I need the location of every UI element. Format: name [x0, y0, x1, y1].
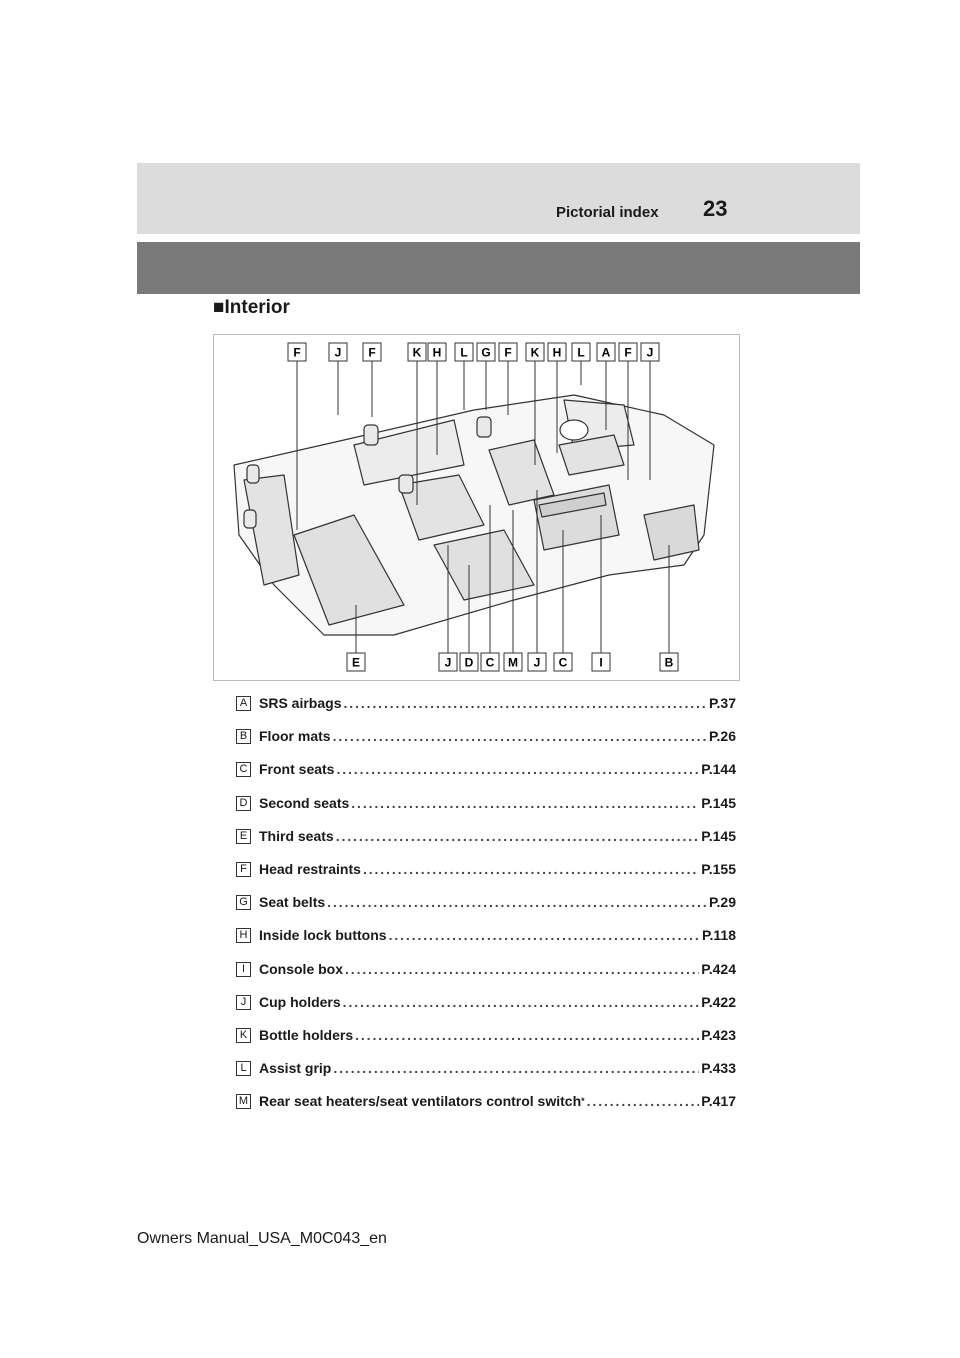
page-reference[interactable]: P.433	[701, 1060, 736, 1077]
svg-text:J: J	[533, 655, 541, 670]
page-number: 23	[703, 196, 728, 221]
item-label: Floor mats	[259, 728, 331, 745]
item-label: Cup holders	[259, 993, 341, 1010]
callout-label	[439, 653, 457, 671]
list-item[interactable]	[236, 1058, 736, 1091]
item-letter: C	[236, 762, 251, 777]
item-label: Front seats	[259, 761, 335, 778]
item-label: Rear seat heaters/seat ventilators control switch	[259, 1093, 582, 1110]
callout-label	[641, 343, 659, 361]
svg-text:B: B	[664, 655, 674, 670]
page-reference[interactable]: P.145	[701, 827, 736, 844]
dot-leader	[336, 826, 700, 846]
list-item[interactable]	[236, 892, 736, 925]
callout-label	[572, 343, 590, 361]
callout-label	[455, 343, 473, 361]
svg-text:K: K	[412, 345, 422, 360]
header-dark-band	[137, 242, 860, 294]
list-item[interactable]	[236, 1025, 736, 1058]
callout-label	[460, 653, 478, 671]
item-label: SRS airbags	[259, 695, 342, 711]
callout-label	[329, 343, 347, 361]
item-letter: M	[236, 1094, 251, 1109]
item-label: Bottle holders	[259, 1026, 354, 1043]
callout-label	[619, 343, 637, 361]
page-reference[interactable]: P.37	[709, 695, 736, 711]
document-footer: Owners Manual_USA_M0C043_en	[137, 1230, 387, 1247]
bottom-callouts	[347, 653, 678, 671]
svg-text:K: K	[530, 345, 540, 360]
top-callouts	[288, 343, 659, 361]
item-label: Console box	[259, 960, 344, 977]
subsection-title: ■Interior	[213, 297, 290, 318]
page-reference[interactable]: P.118	[701, 927, 736, 944]
callout-label	[592, 653, 610, 671]
svg-text:D: D	[464, 655, 474, 670]
callout-label	[597, 343, 615, 361]
svg-text:C: C	[558, 655, 568, 670]
callout-label	[528, 653, 546, 671]
dot-leader	[363, 859, 699, 879]
svg-text:J: J	[334, 345, 342, 360]
item-label: Inside lock buttons	[259, 927, 387, 944]
page-reference[interactable]: P.422	[701, 993, 736, 1010]
dot-leader	[389, 925, 700, 945]
dot-leader	[343, 992, 700, 1012]
callout-label	[347, 653, 365, 671]
list-item[interactable]	[236, 992, 736, 1025]
list-item[interactable]	[236, 726, 736, 759]
item-letter: L	[236, 1061, 251, 1076]
dot-leader	[343, 693, 707, 713]
item-letter: H	[236, 928, 251, 943]
callout-label	[499, 343, 517, 361]
item-letter: G	[236, 895, 251, 910]
dot-leader	[333, 1058, 699, 1078]
dot-leader	[351, 793, 699, 813]
svg-text:F: F	[368, 345, 376, 360]
list-item[interactable]	[236, 859, 736, 892]
list-item[interactable]	[236, 793, 736, 826]
footnote-mark: *	[581, 1096, 585, 1107]
svg-text:I: I	[599, 655, 603, 670]
item-label: Assist grip	[259, 1060, 332, 1077]
item-label: Second seats	[259, 794, 350, 811]
interior-diagram	[214, 335, 739, 680]
list-item[interactable]	[236, 925, 736, 958]
page-reference[interactable]: P.155	[701, 860, 736, 877]
list-item[interactable]	[236, 693, 736, 726]
callout-label	[288, 343, 306, 361]
svg-text:J: J	[444, 655, 452, 670]
list-item[interactable]	[236, 759, 736, 792]
callout-label	[428, 343, 446, 361]
item-letter: K	[236, 1028, 251, 1043]
callout-label	[660, 653, 678, 671]
svg-text:C: C	[485, 655, 495, 670]
item-letter: F	[236, 862, 251, 877]
svg-text:G: G	[481, 345, 491, 360]
item-letter: J	[236, 995, 251, 1010]
page-reference[interactable]: P.26	[709, 728, 736, 745]
list-item[interactable]	[236, 959, 736, 992]
dot-leader	[327, 892, 707, 912]
svg-text:M: M	[508, 655, 518, 670]
header-band	[137, 163, 860, 234]
callout-label	[504, 653, 522, 671]
dot-leader	[333, 726, 707, 746]
section-heading: Pictorial index	[556, 204, 659, 221]
item-letter: I	[236, 962, 251, 977]
item-letter: A	[236, 696, 251, 711]
svg-text:F: F	[504, 345, 512, 360]
svg-text:L: L	[577, 345, 585, 360]
svg-text:H: H	[432, 345, 442, 360]
item-letter: D	[236, 796, 251, 811]
item-label: Third seats	[259, 827, 334, 844]
callout-label	[481, 653, 499, 671]
page-reference[interactable]: P.424	[701, 960, 736, 977]
callout-label	[526, 343, 544, 361]
interior-index-list	[236, 693, 736, 1124]
callout-label	[554, 653, 572, 671]
page-reference[interactable]: P.423	[701, 1026, 736, 1043]
dot-leader	[355, 1025, 699, 1045]
list-item[interactable]	[236, 826, 736, 859]
dot-leader	[345, 959, 699, 979]
page-reference[interactable]: P.417	[701, 1093, 736, 1110]
item-label: Seat belts	[259, 894, 326, 911]
callout-label	[408, 343, 426, 361]
item-letter: B	[236, 729, 251, 744]
callout-label	[548, 343, 566, 361]
dot-leader	[587, 1091, 700, 1111]
item-label: Head restraints	[259, 860, 361, 877]
page-reference[interactable]: P.29	[709, 894, 736, 911]
callout-label	[477, 343, 495, 361]
page-reference[interactable]: P.145	[701, 794, 736, 811]
svg-text:E: E	[351, 655, 361, 670]
svg-text:L: L	[460, 345, 468, 360]
svg-text:F: F	[624, 345, 632, 360]
interior-illustration	[213, 334, 740, 681]
svg-text:A: A	[601, 345, 611, 360]
page-reference[interactable]: P.144	[701, 761, 736, 778]
svg-text:F: F	[293, 345, 301, 360]
dot-leader	[336, 759, 699, 779]
svg-text:H: H	[552, 345, 562, 360]
item-letter: E	[236, 829, 251, 844]
callout-label	[363, 343, 381, 361]
svg-text:J: J	[646, 345, 654, 360]
list-item[interactable]	[236, 1091, 736, 1124]
